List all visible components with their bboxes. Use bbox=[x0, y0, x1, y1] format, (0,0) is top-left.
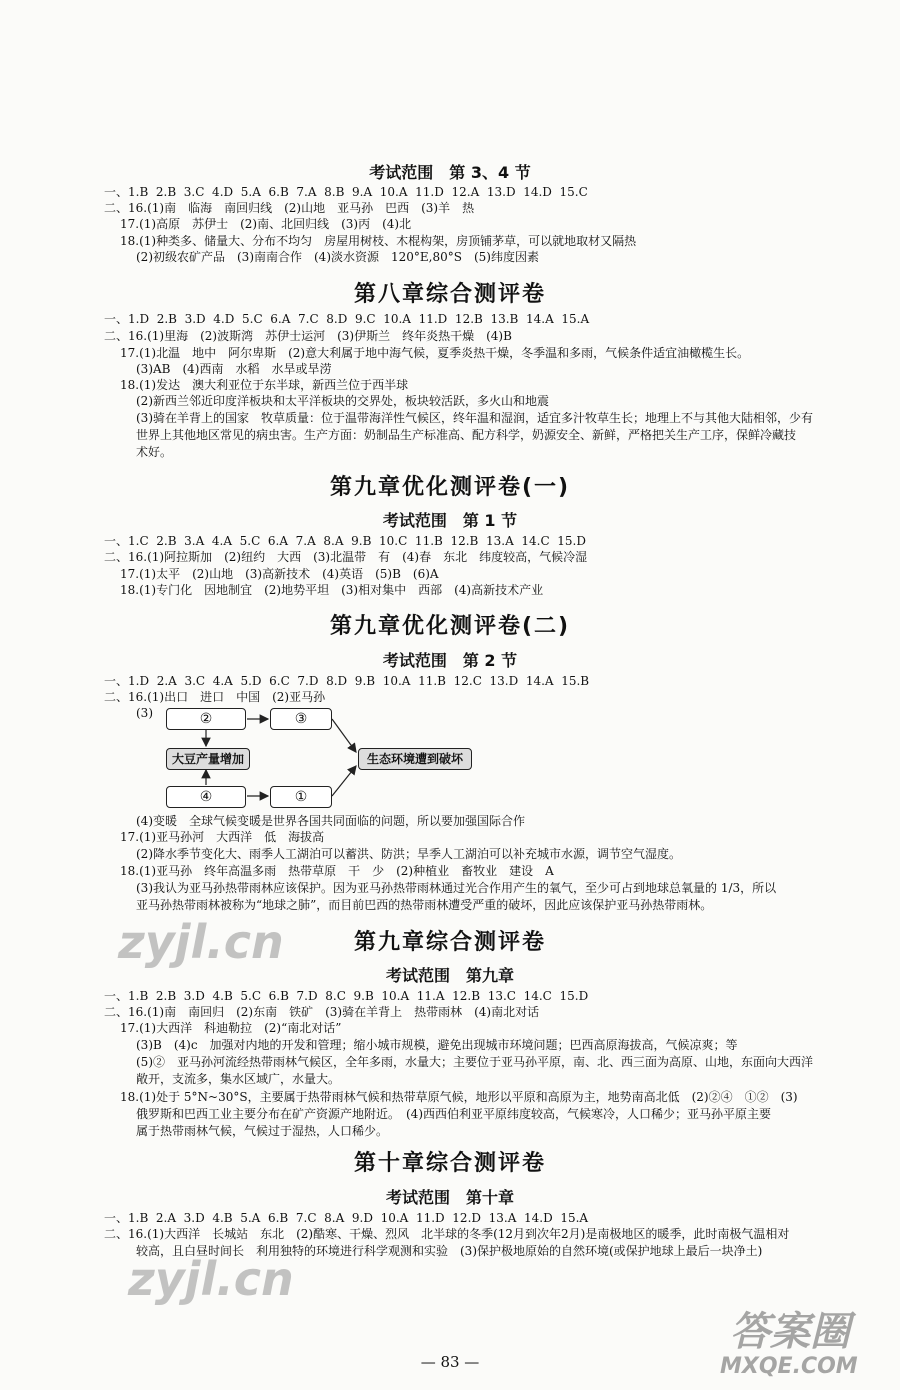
s2-line: 一、1.D 2.B 3.D 4.D 5.C 6.A 7.C 8.D 9.C 10.A 11.D 12.B 13.B 14.A 15.A bbox=[104, 312, 590, 326]
s5-line: 18.(1)处于 5°N~30°S，主要属于热带雨林气候和热带草原气候，地形以平原和高原为主，地势南高北低 (2)②④ ①② (3) bbox=[120, 1090, 798, 1104]
s4-line: 亚马孙热带雨林被称为“地球之肺”，而目前巴西的热带雨林遭受严重的破坏，因此应该保护亚马孙热带雨林。 bbox=[136, 898, 713, 912]
s2-line: 18.(1)发达 澳大利亚位于东半球，新西兰位于西半球 bbox=[120, 378, 409, 392]
flow-diagram bbox=[140, 702, 500, 810]
s4-line: (4)变暖 全球气候变暖是世界各国共同面临的问题，所以要加强国际合作 bbox=[136, 814, 526, 828]
box-1: ① bbox=[270, 786, 332, 808]
s5-line: 俄罗斯和巴西工业主要分布在矿产资源产地附近。 (4)西西伯利亚平原纬度较高，气候寒冷，人口稀少；亚马孙平原主要 bbox=[136, 1107, 772, 1121]
s1-line: 一、1.B 2.B 3.C 4.D 5.A 6.B 7.A 8.B 9.A 10.A 11.D 12.A 13.D 14.D 15.C bbox=[104, 185, 588, 199]
s4-line: (3)我认为亚马孙热带雨林应该保护。因为亚马孙热带雨林通过光合作用产生的氧气，至少可占到地球总氧量的 1/3，所以 bbox=[136, 881, 777, 895]
section2-title: 第八章综合测评卷 bbox=[353, 282, 546, 307]
s5-line: (5)② 亚马孙河流经热带雨林气候区，全年多雨，水量大；主要位于亚马孙平原，南、北、西三面为高原、山地，东面向大西洋 bbox=[136, 1055, 814, 1069]
s5-line: 属于热带雨林气候，气候过于湿热，人口稀少。 bbox=[136, 1124, 389, 1138]
watermark-daanquan: 答案圈 bbox=[730, 1309, 850, 1355]
s6-line: 二、16.(1)大西洋 长城站 东北 (2)酷寒、干燥、烈风 北半球的冬季(12月到次年2月)是南极地区的暖季，此时南极气温相对 bbox=[104, 1227, 790, 1241]
s2-line: 术好。 bbox=[136, 445, 173, 459]
s1-line: (2)初级农矿产品 (3)南南合作 (4)淡水资源 120°E,80°S (5)纬度因素 bbox=[136, 250, 539, 264]
section5-subtitle: 考试范围 第九章 bbox=[385, 966, 514, 985]
s1-line: 18.(1)种类多、储量大、分布不均匀 房屋用树枝、木棍构架，房顶铺茅草，可以就地取材又隔热 bbox=[120, 234, 637, 248]
s4-line: (2)降水季节变化大、雨季人工湖泊可以蓄洪、防洪；旱季人工湖泊可以补充城市水源，调节空气湿度。 bbox=[136, 847, 682, 861]
s3-line: 18.(1)专门化 因地制宜 (2)地势平坦 (3)相对集中 西部 (4)高新技术产业 bbox=[120, 583, 544, 597]
watermark-zyjl-top: zyjl.cn bbox=[118, 915, 284, 969]
s6-line: 一、1.B 2.A 3.D 4.B 5.A 6.B 7.C 8.A 9.D 10.A 11.D 12.D 13.A 14.D 15.A bbox=[104, 1211, 589, 1225]
box-soybean: 大豆产量增加 bbox=[166, 748, 250, 770]
section4-subtitle: 考试范围 第 2 节 bbox=[382, 651, 518, 670]
s5-line: 17.(1)大西洋 科迪勒拉 (2)“南北对话” bbox=[120, 1021, 342, 1035]
s2-line: (2)新西兰邻近印度洋板块和太平洋板块的交界处，板块较活跃，多火山和地震 bbox=[136, 394, 550, 408]
s1-line: 17.(1)高原 苏伊士 (2)南、北回归线 (3)丙 (4)北 bbox=[120, 217, 412, 231]
box-3: ③ bbox=[270, 708, 332, 730]
section4-title: 第九章优化测评卷(二) bbox=[329, 614, 571, 639]
s3-line: 一、1.C 2.B 3.A 4.A 5.C 6.A 7.A 8.A 9.B 10.C 11.B 12.B 13.A 14.C 15.D bbox=[104, 534, 586, 548]
s2-line: 二、16.(1)里海 (2)波斯湾 苏伊士运河 (3)伊斯兰 终年炎热干燥 (4)B bbox=[104, 329, 512, 343]
s5-line: (3)B (4)c 加强对内地的开发和管理；缩小城市规模，避免出现城市环境问题；巴西高原海拔高，气候凉爽；等 bbox=[136, 1038, 738, 1052]
s3-line: 17.(1)太平 (2)山地 (3)高新技术 (4)英语 (5)B (6)A bbox=[120, 567, 439, 581]
s4-line: 17.(1)亚马孙河 大西洋 低 海拔高 bbox=[120, 830, 325, 844]
s3-line: 二、16.(1)阿拉斯加 (2)纽约 大西 (3)北温带 有 (4)春 东北 纬度较高，气候冷湿 bbox=[104, 550, 588, 564]
watermark-mxqe: MXQE.COM bbox=[720, 1354, 858, 1379]
section6-title: 第十章综合测评卷 bbox=[353, 1151, 546, 1176]
section5-title: 第九章综合测评卷 bbox=[353, 930, 546, 955]
s4-line: 18.(1)亚马孙 终年高温多雨 热带草原 干 少 (2)种植业 畜牧业 建设 A bbox=[120, 864, 554, 878]
box-4: ④ bbox=[166, 786, 246, 808]
s6-line: 较高，且白昼时间长 利用独特的环境进行科学观测和实验 (3)保护极地原始的自然环境(或保护地球上最后一块净土) bbox=[136, 1244, 763, 1258]
page-number: — 83 — bbox=[420, 1353, 480, 1371]
watermark-zyjl-bottom: zyjl.cn bbox=[128, 1252, 294, 1306]
s1-line: 二、16.(1)南 临海 南回归线 (2)山地 亚马孙 巴西 (3)羊 热 bbox=[104, 201, 475, 215]
s5-line: 二、16.(1)南 南回归 (2)东南 铁矿 (3)骑在羊背上 热带雨林 (4)南北对话 bbox=[104, 1005, 540, 1019]
section1-title: 考试范围 第 3、4 节 bbox=[369, 163, 531, 182]
s2-line: 世界上其他地区常见的病虫害。生产方面：奶制品生产标准高、配方科学，奶源安全、新鲜，严格把关生产工序，保鲜冷藏技 bbox=[136, 428, 797, 442]
box-ecology: 生态环境遭到破坏 bbox=[358, 748, 472, 770]
s5-line: 一、1.B 2.B 3.D 4.B 5.C 6.B 7.D 8.C 9.B 10.A 11.A 12.B 13.C 14.C 15.D bbox=[104, 989, 589, 1003]
s4-line: 二、16.(1)出口 进口 中国 (2)亚马孙 bbox=[104, 690, 326, 704]
box-2: ② bbox=[166, 708, 246, 730]
section6-subtitle: 考试范围 第十章 bbox=[385, 1188, 514, 1207]
s2-line: 17.(1)北温 地中 阿尔卑斯 (2)意大利属于地中海气候，夏季炎热干燥，冬季温和多雨，气候条件适宜油橄榄生长。 bbox=[120, 346, 750, 360]
section3-title: 第九章优化测评卷(一) bbox=[329, 475, 571, 500]
s2-line: (3)骑在羊背上的国家 牧草质量：位于温带海洋性气候区，终年温和湿润，适宜多汁牧草生长；地理上不与其他大陆相邻，少有 bbox=[136, 411, 814, 425]
s4-line: (3) bbox=[136, 706, 153, 720]
s5-line: 敞开，支流多，集水区域广，水量大。 bbox=[136, 1072, 341, 1086]
s4-line: 一、1.D 2.A 3.C 4.A 5.D 6.C 7.D 8.D 9.B 10.A 11.B 12.C 13.D 14.A 15.B bbox=[104, 674, 590, 688]
s2-line: (3)AB (4)西南 水稻 水旱或旱涝 bbox=[136, 362, 332, 376]
section3-subtitle: 考试范围 第 1 节 bbox=[382, 511, 518, 530]
